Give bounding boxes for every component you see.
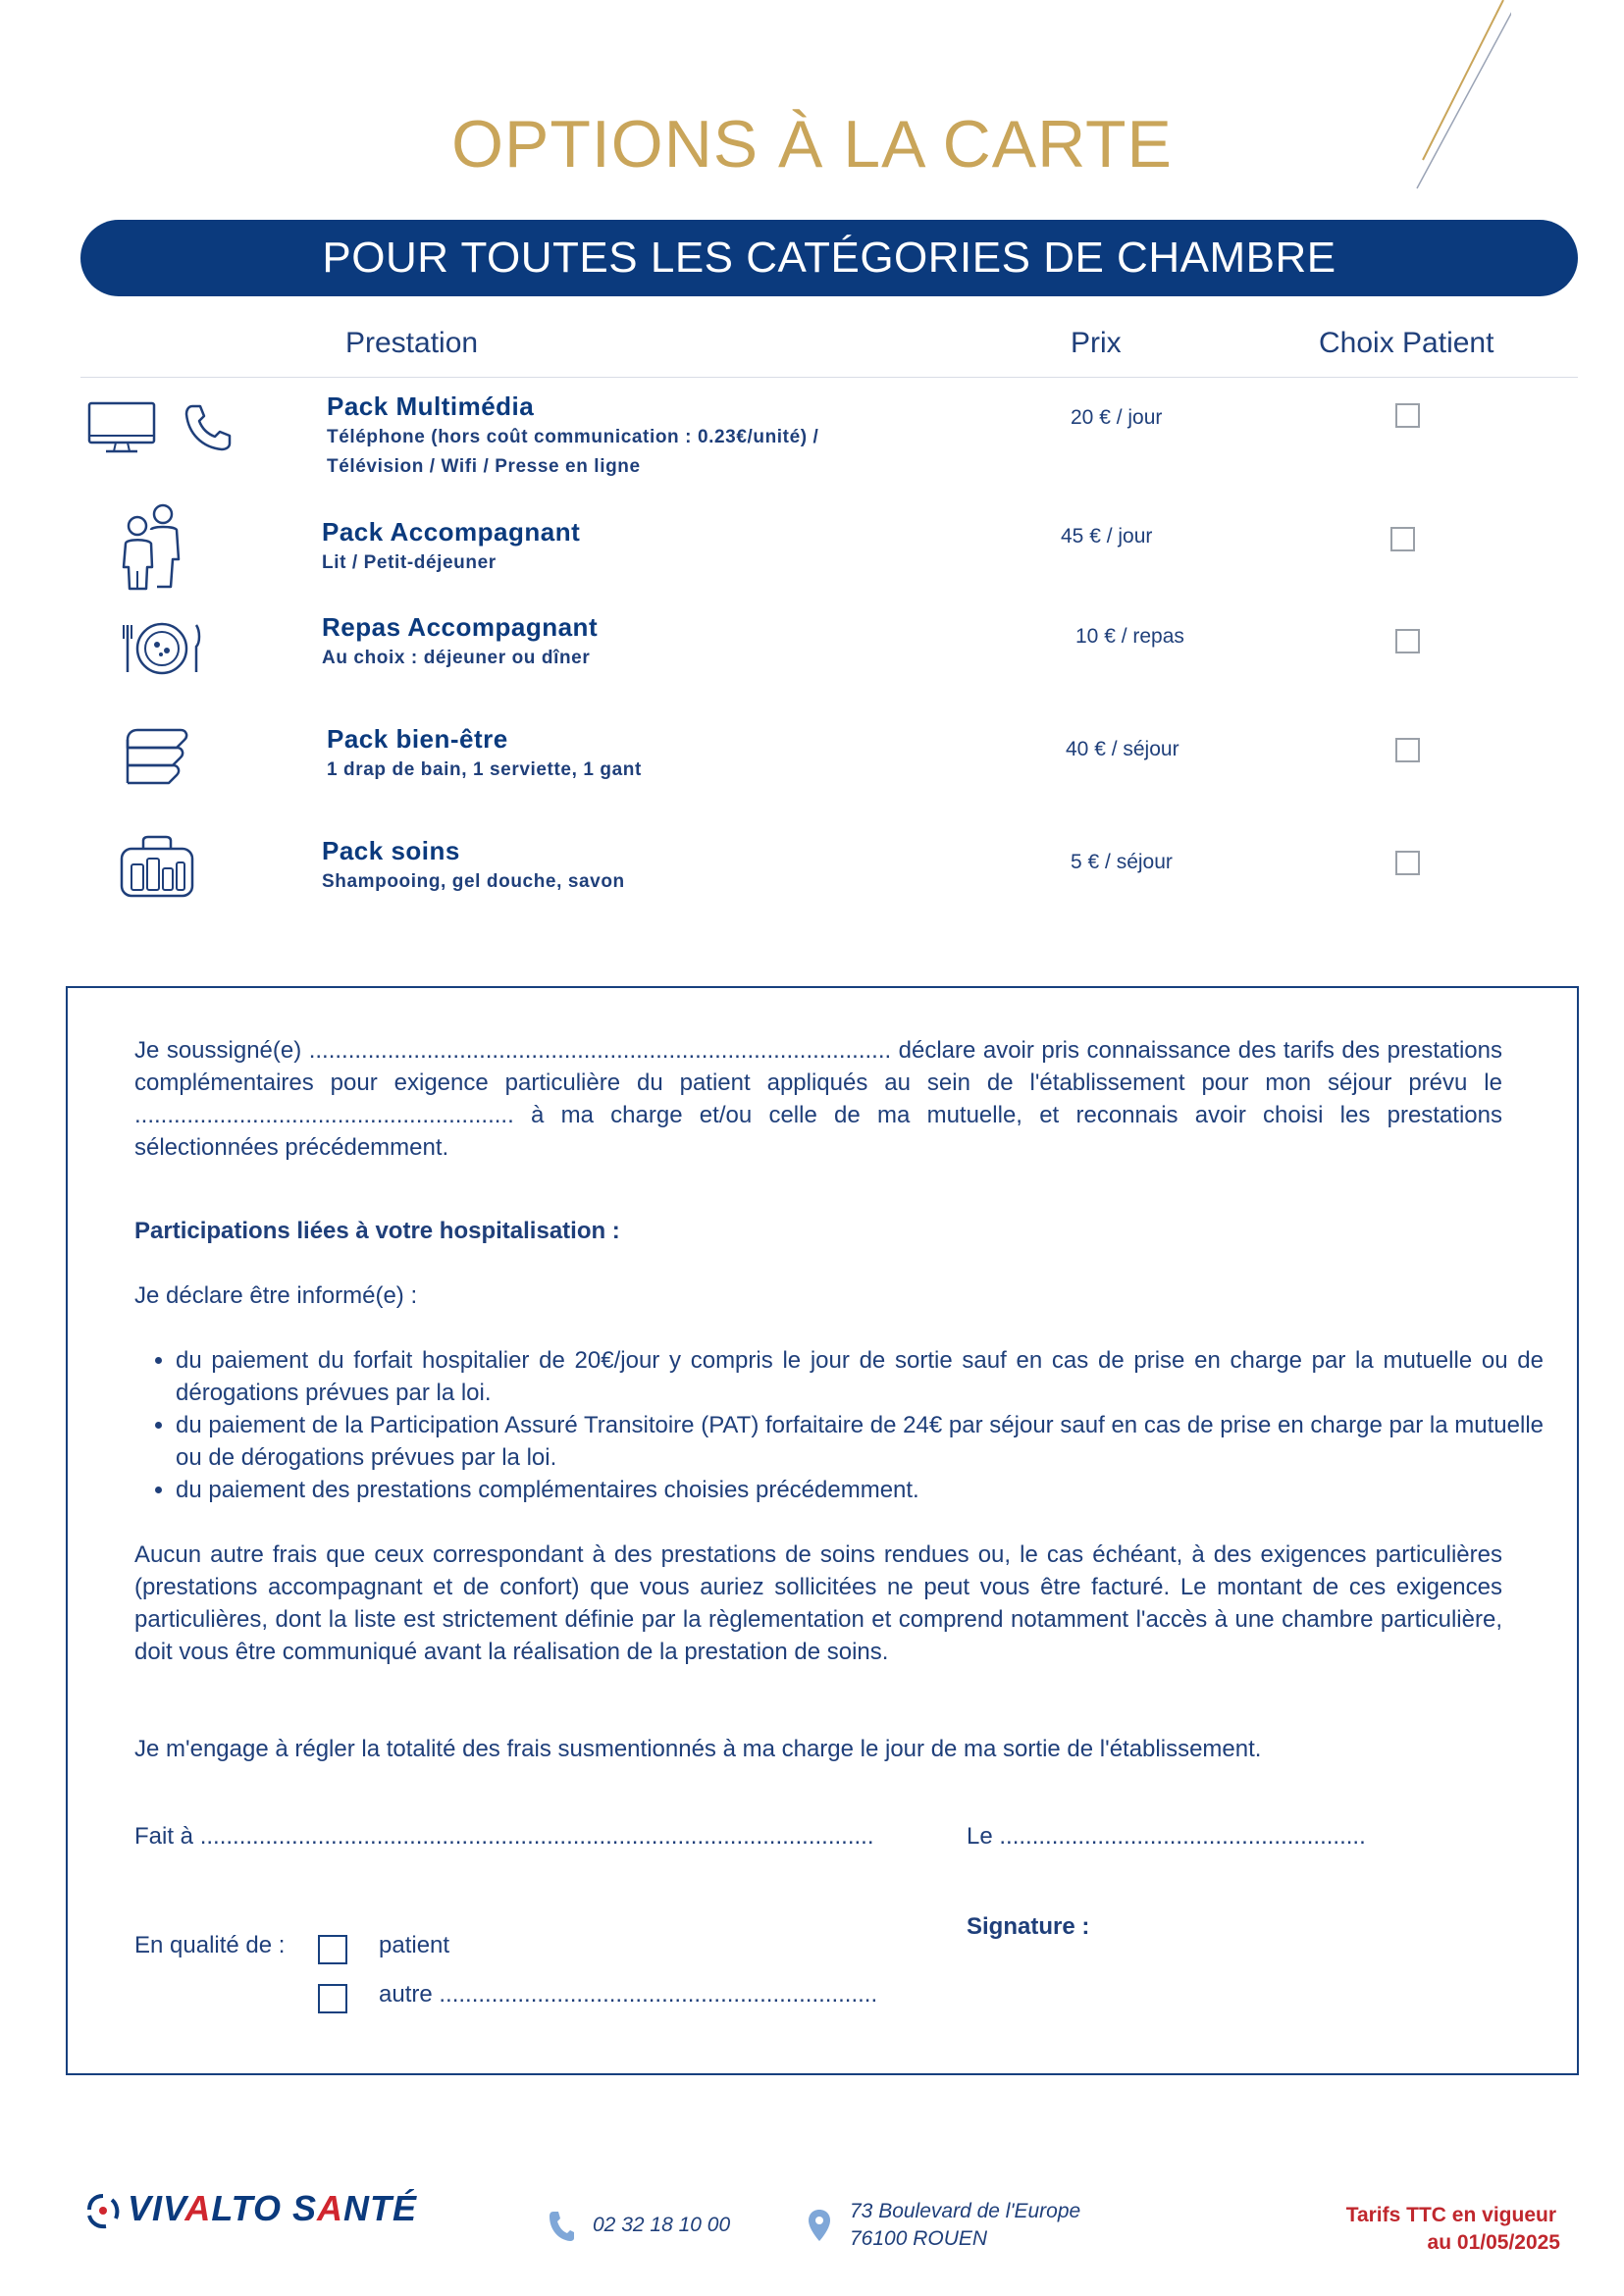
- checkbox-autre[interactable]: [318, 1984, 347, 2013]
- declaration-paragraph: Je soussigné(e) ......................................................................................... déclare avoir pris connaissance des tarifs des prestations complémentaires pour exigence particulière du patient appliqués au sein de l'établissement pour mon séjour prévu le .......................................................... à ma charge et/ou celle de ma mutuelle, et reconnais avoir choisi les prestations sélectionnées précédemment.: [134, 1037, 1502, 1161]
- towels-icon: [122, 726, 190, 787]
- service-title-soins: Pack soins: [322, 836, 460, 865]
- checkbox-accompagnant[interactable]: [1390, 527, 1415, 551]
- checkbox-multimedia[interactable]: [1395, 403, 1420, 428]
- checkbox-patient[interactable]: [318, 1935, 347, 1964]
- service-desc-repas: Au choix : déjeuner ou dîner: [322, 648, 591, 668]
- option-autre-field[interactable]: autre ...................................................................: [379, 1981, 878, 2008]
- companion-icon: [120, 502, 184, 591]
- service-title-bien-etre: Pack bien-être: [327, 724, 508, 754]
- price-bien-etre: 40 € / séjour: [1066, 738, 1179, 760]
- footer-address-line1: 73 Boulevard de l'Europe: [850, 2200, 1081, 2222]
- checkbox-bien-etre[interactable]: [1395, 738, 1420, 762]
- brand-name: VIVALTO SANTÉ: [128, 2188, 418, 2228]
- page-title: OPTIONS À LA CARTE: [451, 107, 1173, 182]
- phone-icon: [183, 402, 234, 453]
- obligation-item: • du paiement du forfait hospitalier de 20€/jour y compris le jour de sortie sauf en cas de prise en charge par la mutuelle ou de dérogations prévues par la loi.: [176, 1344, 1544, 1409]
- meal-icon: [122, 621, 202, 676]
- other-fees-paragraph: Aucun autre frais que ceux correspondant à des prestations de soins rendues ou, le cas échéant, à des exigences particulières (prestations accompagnant et de confort) que vous auriez sollicitées ne peut vous être facturé. Le montant de ces exigences particulières, dont la liste est strictement définie par la règlementation et comprend notamment l'accès à une chambre particulière, doit vous être communiqué avant la réalisation de la prestation de soins.: [134, 1541, 1502, 1665]
- column-header-prestation: Prestation: [345, 327, 479, 359]
- service-title-multimedia: Pack Multimédia: [327, 391, 535, 421]
- service-desc-soins: Shampooing, gel douche, savon: [322, 871, 625, 892]
- price-repas: 10 € / repas: [1075, 625, 1184, 648]
- price-multimedia: 20 € / jour: [1071, 406, 1163, 429]
- service-desc-multimedia-line2: Télévision / Wifi / Presse en ligne: [327, 456, 641, 477]
- price-soins: 5 € / séjour: [1071, 851, 1173, 873]
- obligations-list: [134, 1344, 1544, 1506]
- tariff-validity-line1: Tarifs TTC en vigueur: [1345, 2204, 1556, 2226]
- capacity-label: En qualité de :: [134, 1932, 286, 1958]
- signature-label: Signature :: [967, 1913, 1090, 1940]
- obligation-item: • du paiement des prestations complémentaires choisies précédemment.: [176, 1474, 1544, 1506]
- column-header-prix: Prix: [1071, 327, 1122, 359]
- category-banner: POUR TOUTES LES CATÉGORIES DE CHAMBRE: [80, 220, 1578, 296]
- column-header-choix: Choix Patient: [1319, 327, 1494, 359]
- informed-statement: Je déclare être informé(e) :: [134, 1282, 418, 1309]
- footer-phone: 02 32 18 10 00: [593, 2214, 731, 2236]
- checkbox-soins[interactable]: [1395, 851, 1420, 875]
- toiletry-bag-icon: [118, 835, 196, 900]
- television-icon: [86, 400, 157, 453]
- service-desc-multimedia-line1: Téléphone (hors coût communication : 0.23€/unité) /: [327, 427, 819, 447]
- service-desc-accompagnant: Lit / Petit-déjeuner: [322, 552, 497, 573]
- location-pin-icon: [807, 2208, 832, 2243]
- engagement-statement: Je m'engage à régler la totalité des frais susmentionnés à ma charge le jour de ma sortie de l'établissement.: [134, 1736, 1262, 1762]
- place-field[interactable]: Fait à .......................................................................................................: [134, 1823, 874, 1850]
- header-divider: [80, 377, 1578, 378]
- participations-heading: Participations liées à votre hospitalisation :: [134, 1218, 620, 1244]
- logo-mark-icon: [86, 2192, 120, 2229]
- date-field[interactable]: Le ........................................................: [967, 1823, 1366, 1850]
- tariff-validity-line2: au 01/05/2025: [1427, 2231, 1560, 2254]
- obligation-item: • du paiement de la Participation Assuré Transitoire (PAT) forfaitaire de 24€ par séjour sauf en cas de prise en charge par la mutuelle ou de dérogations prévues par la loi.: [176, 1409, 1544, 1474]
- service-title-repas: Repas Accompagnant: [322, 612, 599, 642]
- footer-phone-icon: [548, 2210, 575, 2243]
- checkbox-repas[interactable]: [1395, 629, 1420, 653]
- price-accompagnant: 45 € / jour: [1061, 525, 1153, 548]
- footer-address-line2: 76100 ROUEN: [850, 2227, 988, 2250]
- service-desc-bien-etre: 1 drap de bain, 1 serviette, 1 gant: [327, 759, 642, 780]
- option-patient-label: patient: [379, 1932, 450, 1958]
- service-title-accompagnant: Pack Accompagnant: [322, 517, 581, 547]
